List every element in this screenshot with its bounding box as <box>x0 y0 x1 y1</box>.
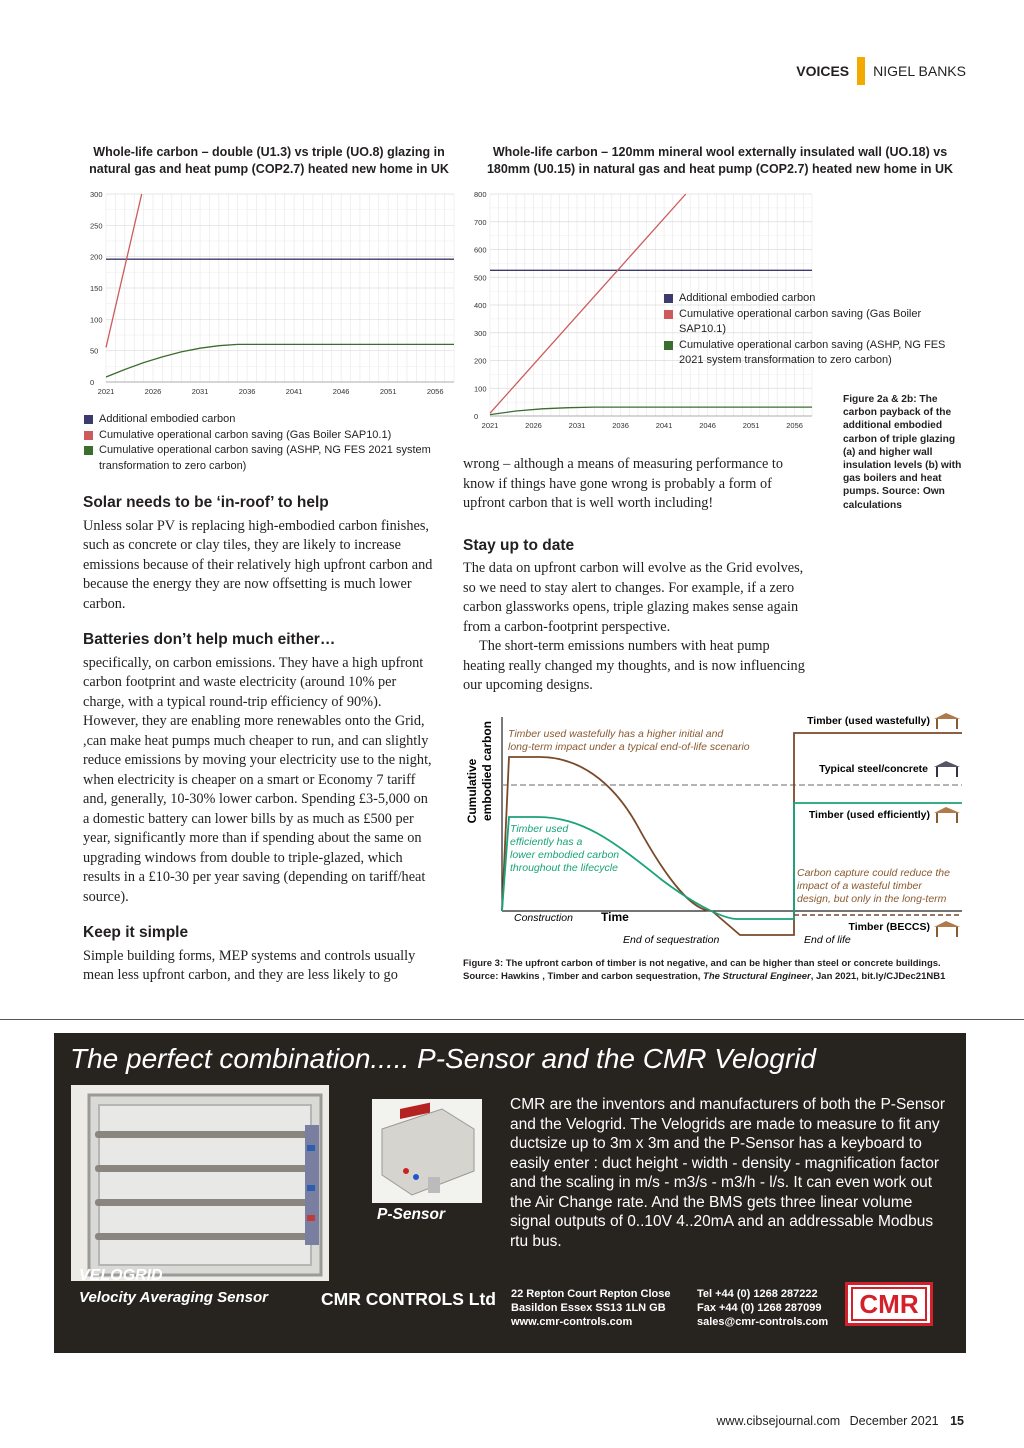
x-tick-label: 2021 <box>97 387 115 396</box>
y-tick-label: 600 <box>474 245 487 255</box>
address-line: 22 Repton Court Repton Close <box>511 1288 671 1300</box>
section-divider <box>857 57 865 85</box>
y-tick-label: 200 <box>474 356 487 366</box>
advertisement <box>54 1033 966 1353</box>
timber-building-icon <box>934 713 960 729</box>
y-tick-label: 150 <box>90 284 103 293</box>
heading-stay-up-to-date: Stay up to date <box>463 536 575 554</box>
velogrid-photo <box>71 1085 329 1281</box>
note-carbon-capture-2: impact of a wasteful timber <box>797 880 922 892</box>
figure-3-diagram <box>462 705 967 950</box>
note-efficient-3: lower embodied carbon <box>510 849 620 861</box>
psensor-label: P-Sensor <box>377 1206 446 1223</box>
paragraph-keep-simple: Simple building forms, MEP systems and controls usually mean less upfront carbon, and they are less likely to go <box>83 947 416 983</box>
note-carbon-capture-3: design, but only in the long-term <box>797 893 947 905</box>
figure-3-caption-line-1: Figure 3: The upfront carbon of timber is not negative, and can be higher than steel or concrete buildings. <box>463 958 941 969</box>
x-tick-label: 2036 <box>612 421 629 430</box>
note-efficient-4: throughout the lifecycle <box>510 862 618 874</box>
legend-swatch <box>664 294 673 303</box>
note-wasteful-2: long-term impact under a typical end-of-life scenario <box>508 741 750 753</box>
legend-swatch <box>84 431 93 440</box>
fax-number: Fax +44 (0) 1268 287099 <box>697 1302 822 1314</box>
note-efficient-2: efficiently has a <box>510 836 583 848</box>
page-footer <box>717 1414 965 1428</box>
y-tick-label: 100 <box>90 315 103 325</box>
y-tick-label: 100 <box>474 384 487 394</box>
label-timber-efficient: Timber (used efficiently) <box>808 809 930 821</box>
x-tick-label: 2031 <box>568 421 586 430</box>
legend-item <box>84 428 434 444</box>
y-tick-label: 300 <box>90 190 103 199</box>
legend-label: Cumulative operational carbon saving (Gas Boiler SAP10.1) <box>99 428 392 441</box>
psensor-illustration <box>372 1099 482 1203</box>
cmr-logo-text: CMR <box>851 1287 926 1321</box>
x-tick-label: 2021 <box>481 421 499 430</box>
x-tick-label: 2031 <box>191 387 209 396</box>
figure-2-caption: Figure 2a & 2b: The carbon payback of the additional embodied carbon of triple glazing (a) and higher wall insulation levels (b) with gas boilers and heat pumps. Source: Own calculations <box>843 394 962 511</box>
paragraph-batteries: specifically, on carbon emissions. They have a high upfront carbon footprint and waste electricity (around 10% per charge, with a typical round-trip efficiency of 90%). However, they are enabling more renewables onto the Grid, ,can make heat pumps much cheaper to run, and can slightly reduce emissions by moving your electricity use to the night, when electricity is cheaper on a smart or Economy 7 tariff and, generally, 10-30% lower carbon. Spending £3-5,000 on a domestic battery can lower bills by as much as £500 per year, significantly more than if spending about the same on upgrading windows from double to triple-glazed, which results in a £10-30 per year saving (depending on tariff/heat source). <box>83 654 432 905</box>
caption-link: , Jan 2021, bit.ly/CJDec21NB1 <box>810 971 946 982</box>
phone-number: Tel +44 (0) 1268 287222 <box>697 1288 818 1300</box>
label-construction: Construction <box>514 912 573 924</box>
legend-label: Cumulative operational carbon saving (ASHP, NG FES 2021 system transformation to zero carbon) <box>99 444 431 472</box>
label-end-sequestration: End of sequestration <box>623 934 720 946</box>
company-address <box>511 1287 671 1329</box>
website-link: www.cmr-controls.com <box>511 1316 633 1328</box>
psensor-photo <box>372 1099 482 1203</box>
series-line <box>490 194 686 413</box>
page-header <box>796 57 966 85</box>
chart-a-legend <box>84 412 434 474</box>
author-name: NIGEL BANKS <box>873 63 966 79</box>
x-tick-label: 2051 <box>742 421 760 430</box>
x-tick-label: 2026 <box>144 387 162 396</box>
ad-body-text: CMR are the inventors and manufacturers of both the P-Sensor and the Velogrid. The Velogrids are made to measure to fit any ductsize up to 3m x 3m and the P-Sensor has a keyboard to easily enter : duct height - width - density - magnification factor and the scaling in m/s - m3/s - m3/h - l/s. It can even work out the Air Change rate. And the BMS gets three linear volume signal outputs of 0..10V 4..20mA and an addressable Modbus rtu bus. <box>510 1096 946 1250</box>
y-tick-label: 300 <box>474 328 487 338</box>
address-line: Basildon Essex SS13 1LN GB <box>511 1302 666 1314</box>
y-tick-label: 700 <box>474 217 487 227</box>
ad-headline: The perfect combination..... P-Sensor and the CMR Velogrid <box>70 1043 816 1074</box>
steel-building-icon <box>934 761 960 777</box>
column-1 <box>83 493 435 986</box>
label-timber-beccs: Timber (BECCS) <box>848 921 930 933</box>
y-tick-label: 250 <box>90 221 103 231</box>
y-tick-label: 200 <box>90 252 103 262</box>
legend-item <box>84 443 434 474</box>
label-end-of-life: End of life <box>804 934 851 946</box>
y-tick-label: 0 <box>90 378 95 387</box>
x-tick-label: 2036 <box>238 387 256 396</box>
heading-batteries: Batteries don’t help much either… <box>83 631 336 648</box>
legend-label: Additional embodied carbon <box>99 413 236 425</box>
x-tick-label: 2026 <box>525 421 542 430</box>
label-steel-concrete: Typical steel/concrete <box>819 763 928 775</box>
y-tick-label: 800 <box>474 190 487 199</box>
y-tick-label: 500 <box>474 273 487 283</box>
label-timber-wasteful: Timber (used wastefully) <box>807 715 930 727</box>
legend-label: Cumulative operational carbon saving (ASHP, NG FES 2021 system transformation to zero carbon) <box>679 338 946 366</box>
note-wasteful-1: Timber used wastefully has a higher initial and <box>508 728 724 740</box>
cmr-logo <box>845 1282 933 1326</box>
footer-date: December 2021 <box>849 1414 939 1428</box>
y-tick-label: 50 <box>90 346 99 356</box>
label-time: Time <box>601 910 629 924</box>
legend-item <box>664 307 964 338</box>
fig3-ylabel-2: embodied carbon <box>480 720 494 822</box>
y-tick-label: 0 <box>474 412 479 421</box>
fig3-ylabel-1: Cumulative <box>465 758 479 824</box>
company-contact <box>697 1287 828 1329</box>
timber-building-icon <box>934 921 960 937</box>
x-tick-label: 2041 <box>655 421 673 430</box>
x-tick-label: 2056 <box>426 387 444 396</box>
x-tick-label: 2051 <box>379 387 397 396</box>
velogrid-subtitle: Velocity Averaging Sensor <box>79 1289 268 1306</box>
heading-solar: Solar needs to be ‘in-roof’ to help <box>83 494 329 511</box>
legend-label: Cumulative operational carbon saving (Gas Boiler SAP10.1) <box>679 307 922 335</box>
series-line <box>490 407 812 415</box>
legend-label: Additional embodied carbon <box>679 292 816 304</box>
paragraph-continued: wrong – although a means of measuring performance to know if things have gone wrong is probably a form of upfront carbon that is well worth including! <box>463 456 783 511</box>
series-line <box>106 194 142 348</box>
legend-swatch <box>664 341 673 350</box>
x-tick-label: 2046 <box>332 387 350 396</box>
ad-separator <box>0 1019 1024 1020</box>
company-name: CMR CONTROLS Ltd <box>321 1289 496 1309</box>
chart-b-title: Whole-life carbon – 120mm mineral wool externally insulated wall (UO.18) vs 180mm (U0.15) in natural gas and heat pump (COP2.7) heated new home in UK <box>486 145 954 176</box>
legend-swatch <box>664 310 673 319</box>
footer-website: www.cibsejournal.com <box>716 1414 841 1428</box>
chart-a <box>76 182 456 404</box>
velogrid-illustration <box>71 1085 329 1281</box>
section-label: VOICES <box>796 63 850 79</box>
column-2 <box>463 455 813 696</box>
note-carbon-capture-1: Carbon capture could reduce the <box>797 867 950 879</box>
caption-source: Source: Hawkins , Timber and carbon sequestration, <box>463 971 704 982</box>
paragraph-grid: The data on upfront carbon will evolve as the Grid evolves, so we need to stay alert to changes. For example, if a zero carbon glassworks opens, triple glazing makes sense again from a carbon-footprint perspective. <box>463 560 804 635</box>
chart-a-title: Whole-life carbon – double (U1.3) vs triple (UO.8) glazing in natural gas and heat pump (COP2.7) heated new home in UK <box>89 145 449 176</box>
legend-item <box>664 291 964 307</box>
x-tick-label: 2041 <box>285 387 303 396</box>
velogrid-label: VELOGRID <box>79 1267 163 1284</box>
y-tick-label: 400 <box>474 301 487 310</box>
page-number: 15 <box>950 1414 964 1428</box>
x-tick-label: 2056 <box>786 421 803 430</box>
x-tick-label: 2046 <box>699 421 716 430</box>
legend-item <box>84 412 434 428</box>
legend-swatch <box>84 446 93 455</box>
email-address: sales@cmr-controls.com <box>697 1316 829 1328</box>
paragraph-heat-pump: The short-term emissions numbers with heat pump heating really changed my thoughts, and is now influencing our upcoming designs. <box>463 638 805 693</box>
chart-b-legend <box>664 291 964 369</box>
paragraph-solar: Unless solar PV is replacing high-embodied carbon finishes, such as concrete or clay tiles, they are likely to increase emissions because of their relatively high upfront carbon and because the energy they are now offsetting is much lower carbon. <box>83 517 433 612</box>
note-efficient-1: Timber used <box>510 823 569 835</box>
legend-swatch <box>84 415 93 424</box>
heading-keep-simple: Keep it simple <box>83 924 189 941</box>
figure-3-caption <box>463 957 968 983</box>
series-line <box>106 344 454 377</box>
figure-3-caption-line-2 <box>463 970 968 983</box>
timber-building-icon <box>934 807 960 823</box>
legend-item <box>664 338 964 369</box>
caption-journal: The Structural Engineer <box>703 971 811 982</box>
